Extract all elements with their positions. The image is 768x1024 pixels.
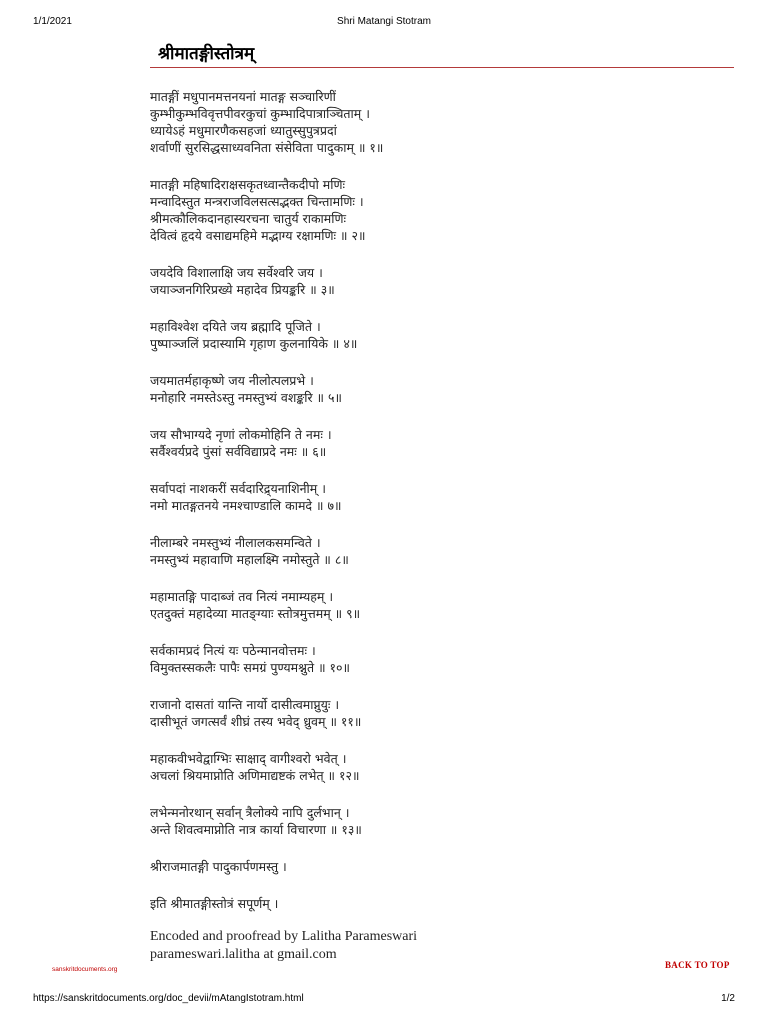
- verse-line: एतदुक्तं महादेव्या मातङ्ग्याः स्तोत्रमुत्तमम् ॥ ९॥: [150, 606, 361, 621]
- print-footer: [0, 993, 768, 1007]
- verse: [150, 534, 710, 568]
- verse-line: महाकवीभवेद्वाग्भिः साक्षाद् वागीश्वरो भवेत् ।: [150, 751, 347, 766]
- verse-line: राजानो दासतां यान्ति नार्यो दासीत्वमाप्नुयुः ।: [150, 697, 340, 712]
- verse-line: अन्ते शिवत्वमाप्नोति नात्र कार्या विचारणा ॥ १३॥: [150, 822, 362, 837]
- verse: [150, 480, 710, 514]
- verse-line: नमो मातङ्गतनये नमश्चाण्डालि कामदे ॥ ७॥: [150, 498, 342, 513]
- page-title: श्रीमातङ्गीस्तोत्रम्: [158, 44, 255, 64]
- verse: [150, 750, 710, 784]
- print-page-number: 1/2: [721, 993, 735, 1004]
- verse-line: दासीभूतं जगत्सर्वं शीघ्रं तस्य भवेद् ध्रुवम् ॥ ११॥: [150, 714, 362, 729]
- verse: [150, 696, 710, 730]
- verse: [150, 426, 710, 460]
- verse-line: ध्यायेऽहं मधुमारणैकसहजां ध्यातुस्सुपुत्रप्रदां: [150, 123, 337, 138]
- back-to-top-link[interactable]: BACK TO TOP: [665, 960, 730, 970]
- verse: [150, 318, 710, 352]
- verse-line: जयाञ्जनगिरिप्रख्ये महादेव प्रियङ्करि ॥ ३॥: [150, 282, 335, 297]
- verse-line: जयदेवि विशालाक्षि जय सर्वेश्वरि जय ।: [150, 265, 323, 280]
- print-header: [0, 16, 768, 30]
- verse-line: पुष्पाञ्जलिं प्रदास्यामि गृहाण कुलनायिके ॥ ४॥: [150, 336, 358, 351]
- verse-line: नमस्तुभ्यं महावाणि महालक्ष्मि नमोस्तुते ॥ ८॥: [150, 552, 349, 567]
- verse-list: [150, 88, 710, 912]
- verse: [150, 88, 710, 156]
- verse-line: सर्वैश्वर्यप्रदे पुंसां सर्वविद्याप्रदे नमः ॥ ६॥: [150, 444, 327, 459]
- verse-line: देवित्वं हृदये वसाद्यमहिमे मद्भाग्य रक्षामणिः ॥ २॥: [150, 228, 366, 243]
- title-divider: [150, 67, 734, 68]
- verse-line: अचलां श्रियमाप्नोति अणिमाद्यष्टकं लभेत् ॥ १२॥: [150, 768, 360, 783]
- verse-line: लभेन्मनोरथान् सर्वान् त्रैलोक्ये नापि दुर्लभान् ।: [150, 805, 350, 820]
- print-date: 1/1/2021: [33, 16, 72, 27]
- verse-line: कुम्भीकुम्भविवृत्तपीवरकुचां कुम्भादिपात्राञ्चिताम् ।: [150, 106, 370, 121]
- verse-line: मातङ्गीं मधुपानमत्तनयनां मातङ्ग सञ्चारिणीं: [150, 89, 336, 104]
- print-title: Shri Matangi Stotram: [337, 16, 431, 27]
- verse-line: मातङ्गी महिषादिराक्षसकृतध्वान्तैकदीपो मणिः: [150, 177, 346, 192]
- verse: [150, 176, 710, 244]
- verse-line: सर्वकामप्रदं नित्यं यः पठेन्मानवोत्तमः ।: [150, 643, 316, 658]
- colophon-credit: Encoded and proofread by Lalitha Parameswari: [150, 929, 418, 944]
- verse-line: मन्वादिस्तुत मन्त्रराजविलसत्सद्भक्त चिन्तामणिः ।: [150, 194, 364, 209]
- verse-line: महामातङ्गि पादाब्जं तव नित्यं नमाम्यहम् ।: [150, 589, 334, 604]
- verse-line: जय सौभाग्यदे नृणां लोकमोहिनि ते नमः ।: [150, 427, 332, 442]
- verse: [150, 264, 710, 298]
- colophon: [150, 928, 710, 964]
- print-url: https://sanskritdocuments.org/doc_devii/mAtangIstotram.html: [33, 993, 304, 1004]
- verse: [150, 372, 710, 406]
- verse-line: श्रीराजमातङ्गी पादुकार्पणमस्तु ।: [150, 859, 287, 874]
- verse-line: महाविश्वेश दयिते जय ब्रह्मादि पूजिते ।: [150, 319, 321, 334]
- verse: [150, 588, 710, 622]
- verse-line: मनोहारि नमस्तेऽस्तु नमस्तुभ्यं वशङ्करि ॥ ५॥: [150, 390, 343, 405]
- verse-line: इति श्रीमातङ्गीस्तोत्रं सपूर्णम् ।: [150, 896, 279, 911]
- site-link[interactable]: sanskritdocuments.org: [52, 966, 118, 973]
- colophon-email: parameswari.lalitha at gmail.com: [150, 947, 337, 962]
- verse-line: शर्वाणीं सुरसिद्धसाध्यवनिता संसेविता पादुकाम् ॥ १॥: [150, 140, 384, 155]
- verse-line: नीलाम्बरे नमस्तुभ्यं नीलालकसमन्विते ।: [150, 535, 321, 550]
- verse: [150, 858, 710, 875]
- verse-line: विमुक्तस्सकलैः पापैः समग्रं पुण्यमश्नुते ॥ १०॥: [150, 660, 351, 675]
- verse: [150, 895, 710, 912]
- verse-line: जयमातर्महाकृष्णे जय नीलोत्पलप्रभे ।: [150, 373, 314, 388]
- stotram-body: [150, 88, 710, 964]
- verse-line: श्रीमत्कौलिकदानहास्यरचना चातुर्य राकामणिः: [150, 211, 347, 226]
- verse: [150, 642, 710, 676]
- verse-line: सर्वापदां नाशकरीं सर्वदारिद्र्यनाशिनीम् ।: [150, 481, 326, 496]
- verse: [150, 804, 710, 838]
